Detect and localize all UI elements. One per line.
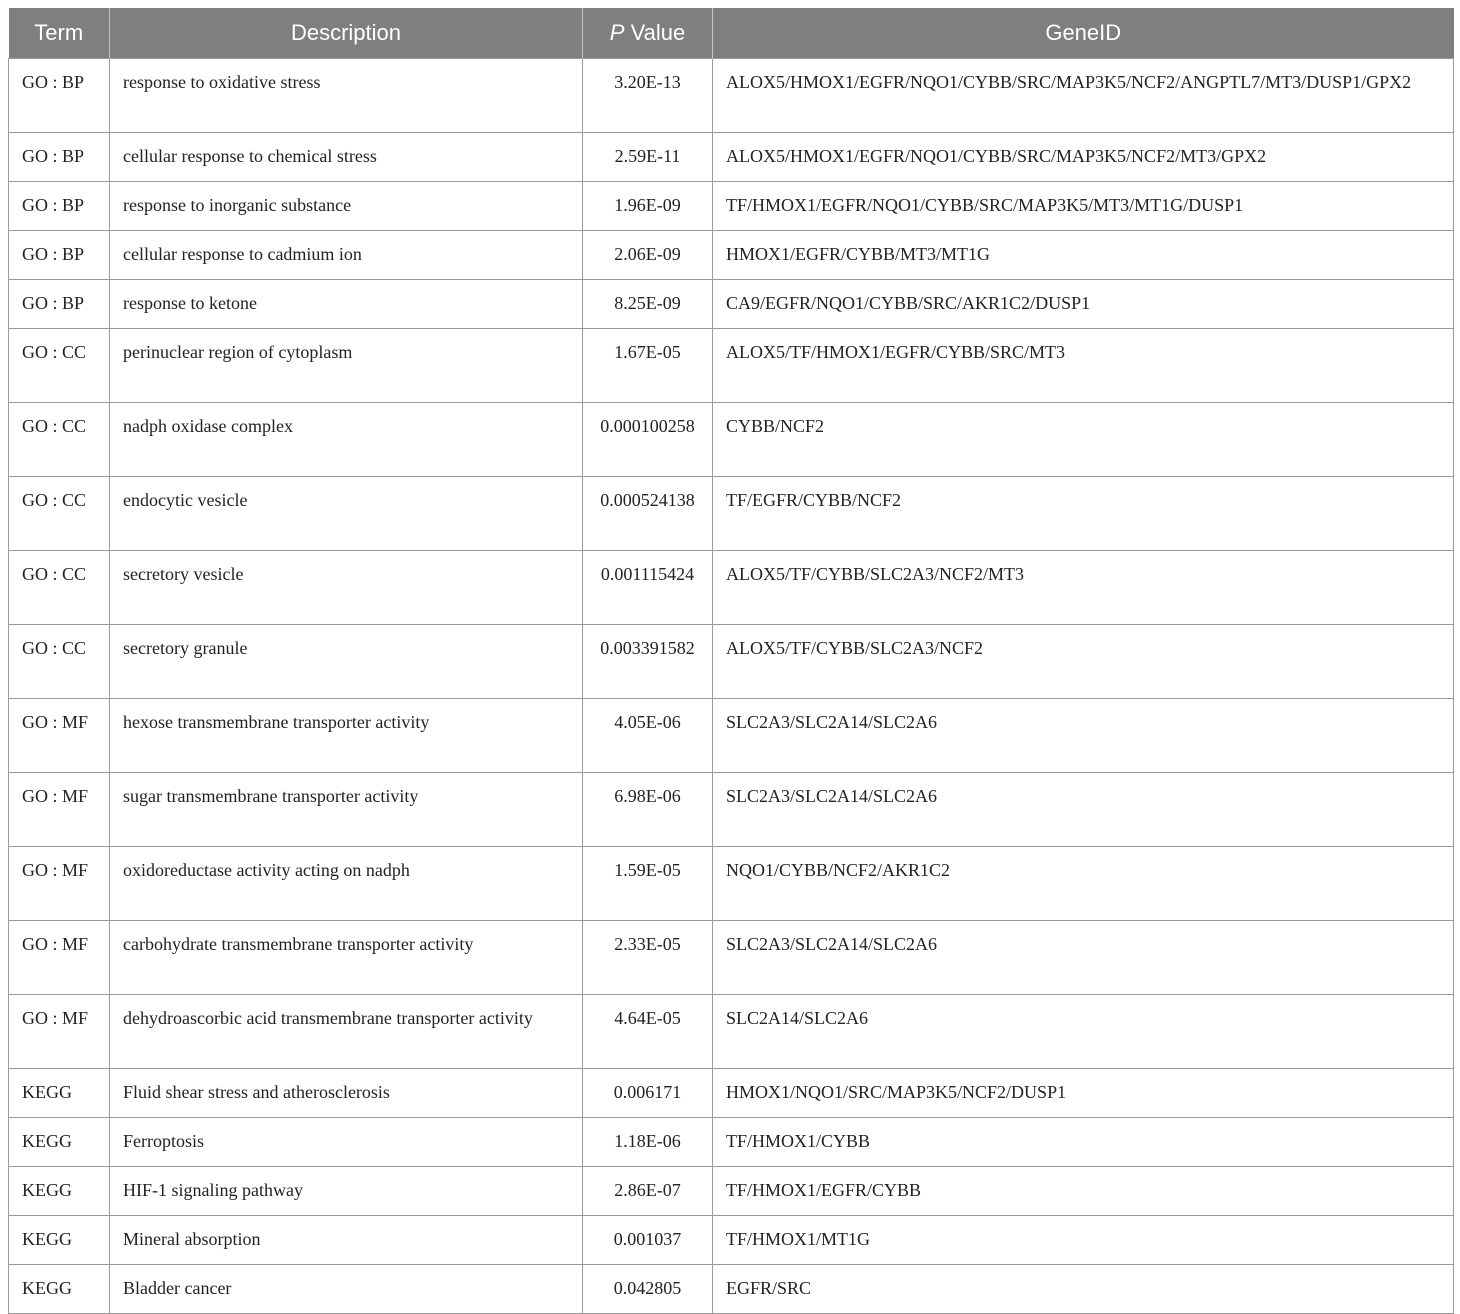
cell-pvalue: 2.06E-09	[583, 231, 713, 280]
cell-term: GO : MF	[9, 699, 110, 773]
table-row	[9, 1069, 1454, 1118]
cell-description: Mineral absorption	[110, 1216, 583, 1265]
header-pvalue-p: P	[609, 20, 625, 45]
cell-geneid: ALOX5/HMOX1/EGFR/NQO1/CYBB/SRC/MAP3K5/NCF2/MT3/GPX2	[713, 133, 1454, 182]
cell-term: GO : BP	[9, 182, 110, 231]
table-row	[9, 921, 1454, 995]
table-row	[9, 773, 1454, 847]
cell-term: KEGG	[9, 1265, 110, 1314]
cell-term: GO : BP	[9, 133, 110, 182]
cell-term: KEGG	[9, 1216, 110, 1265]
table-row	[9, 1118, 1454, 1167]
table-row	[9, 699, 1454, 773]
cell-description: hexose transmembrane transporter activity	[110, 699, 583, 773]
cell-description: Fluid shear stress and atherosclerosis	[110, 1069, 583, 1118]
cell-description: cellular response to cadmium ion	[110, 231, 583, 280]
cell-term: GO : CC	[9, 625, 110, 699]
table-row	[9, 1265, 1454, 1314]
cell-term: KEGG	[9, 1118, 110, 1167]
cell-geneid: EGFR/SRC	[713, 1265, 1454, 1314]
cell-term: GO : CC	[9, 329, 110, 403]
cell-geneid: SLC2A14/SLC2A6	[713, 995, 1454, 1069]
header-geneid: GeneID	[713, 8, 1454, 59]
cell-pvalue: 2.86E-07	[583, 1167, 713, 1216]
table-row	[9, 231, 1454, 280]
cell-pvalue: 1.96E-09	[583, 182, 713, 231]
cell-description: sugar transmembrane transporter activity	[110, 773, 583, 847]
table-row	[9, 847, 1454, 921]
table-row	[9, 133, 1454, 182]
cell-geneid: SLC2A3/SLC2A14/SLC2A6	[713, 699, 1454, 773]
header-pvalue	[583, 8, 713, 59]
cell-pvalue: 4.05E-06	[583, 699, 713, 773]
cell-term: GO : CC	[9, 551, 110, 625]
cell-pvalue: 2.59E-11	[583, 133, 713, 182]
cell-term: GO : BP	[9, 280, 110, 329]
cell-pvalue: 4.64E-05	[583, 995, 713, 1069]
table-row	[9, 1216, 1454, 1265]
cell-geneid: NQO1/CYBB/NCF2/AKR1C2	[713, 847, 1454, 921]
cell-description: secretory granule	[110, 625, 583, 699]
table-row	[9, 551, 1454, 625]
cell-pvalue: 1.18E-06	[583, 1118, 713, 1167]
cell-pvalue: 0.001115424	[583, 551, 713, 625]
header-row	[9, 8, 1454, 59]
cell-description: oxidoreductase activity acting on nadph	[110, 847, 583, 921]
cell-geneid: TF/HMOX1/EGFR/NQO1/CYBB/SRC/MAP3K5/MT3/MT1G/DUSP1	[713, 182, 1454, 231]
cell-geneid: TF/HMOX1/EGFR/CYBB	[713, 1167, 1454, 1216]
header-term: Term	[9, 8, 110, 59]
cell-description: HIF-1 signaling pathway	[110, 1167, 583, 1216]
cell-geneid: TF/HMOX1/MT1G	[713, 1216, 1454, 1265]
table-body	[9, 59, 1454, 1314]
cell-description: endocytic vesicle	[110, 477, 583, 551]
cell-description: response to inorganic substance	[110, 182, 583, 231]
cell-geneid: ALOX5/TF/HMOX1/EGFR/CYBB/SRC/MT3	[713, 329, 1454, 403]
table-row	[9, 280, 1454, 329]
table-row	[9, 59, 1454, 133]
cell-term: GO : CC	[9, 403, 110, 477]
cell-term: GO : MF	[9, 847, 110, 921]
cell-description: Ferroptosis	[110, 1118, 583, 1167]
cell-geneid: CA9/EGFR/NQO1/CYBB/SRC/AKR1C2/DUSP1	[713, 280, 1454, 329]
cell-pvalue: 0.001037	[583, 1216, 713, 1265]
cell-term: KEGG	[9, 1167, 110, 1216]
table-row	[9, 1167, 1454, 1216]
header-pvalue-label: Value	[624, 20, 686, 45]
table-header	[9, 8, 1454, 59]
cell-pvalue: 6.98E-06	[583, 773, 713, 847]
cell-description: nadph oxidase complex	[110, 403, 583, 477]
cell-description: dehydroascorbic acid transmembrane transporter activity	[110, 995, 583, 1069]
cell-term: GO : MF	[9, 773, 110, 847]
cell-term: GO : CC	[9, 477, 110, 551]
cell-pvalue: 0.000524138	[583, 477, 713, 551]
cell-description: cellular response to chemical stress	[110, 133, 583, 182]
cell-geneid: SLC2A3/SLC2A14/SLC2A6	[713, 921, 1454, 995]
table-row	[9, 625, 1454, 699]
cell-description: Bladder cancer	[110, 1265, 583, 1314]
cell-geneid: TF/EGFR/CYBB/NCF2	[713, 477, 1454, 551]
cell-pvalue: 0.000100258	[583, 403, 713, 477]
cell-pvalue: 1.59E-05	[583, 847, 713, 921]
table-row	[9, 182, 1454, 231]
table-row	[9, 403, 1454, 477]
cell-pvalue: 1.67E-05	[583, 329, 713, 403]
cell-geneid: ALOX5/HMOX1/EGFR/NQO1/CYBB/SRC/MAP3K5/NCF2/ANGPTL7/MT3/DUSP1/​GPX2	[713, 59, 1454, 133]
cell-term: GO : MF	[9, 921, 110, 995]
cell-geneid: SLC2A3/SLC2A14/SLC2A6	[713, 773, 1454, 847]
cell-geneid: HMOX1/NQO1/SRC/MAP3K5/NCF2/DUSP1	[713, 1069, 1454, 1118]
cell-term: GO : BP	[9, 59, 110, 133]
cell-description: response to oxidative stress	[110, 59, 583, 133]
cell-geneid: CYBB/NCF2	[713, 403, 1454, 477]
cell-geneid: TF/HMOX1/CYBB	[713, 1118, 1454, 1167]
cell-geneid: ALOX5/TF/CYBB/SLC2A3/NCF2/MT3	[713, 551, 1454, 625]
cell-pvalue: 8.25E-09	[583, 280, 713, 329]
cell-description: response to ketone	[110, 280, 583, 329]
cell-term: GO : BP	[9, 231, 110, 280]
cell-pvalue: 3.20E-13	[583, 59, 713, 133]
cell-description: secretory vesicle	[110, 551, 583, 625]
cell-geneid: HMOX1/EGFR/CYBB/MT3/MT1G	[713, 231, 1454, 280]
cell-description: perinuclear region of cytoplasm	[110, 329, 583, 403]
cell-pvalue: 0.042805	[583, 1265, 713, 1314]
cell-term: GO : MF	[9, 995, 110, 1069]
cell-description: carbohydrate transmembrane transporter activity	[110, 921, 583, 995]
header-description: Description	[110, 8, 583, 59]
cell-term: KEGG	[9, 1069, 110, 1118]
table-row	[9, 329, 1454, 403]
enrichment-table	[8, 8, 1454, 1314]
table-row	[9, 477, 1454, 551]
table-row	[9, 995, 1454, 1069]
cell-pvalue: 0.006171	[583, 1069, 713, 1118]
cell-pvalue: 0.003391582	[583, 625, 713, 699]
cell-geneid: ALOX5/TF/CYBB/SLC2A3/NCF2	[713, 625, 1454, 699]
cell-pvalue: 2.33E-05	[583, 921, 713, 995]
